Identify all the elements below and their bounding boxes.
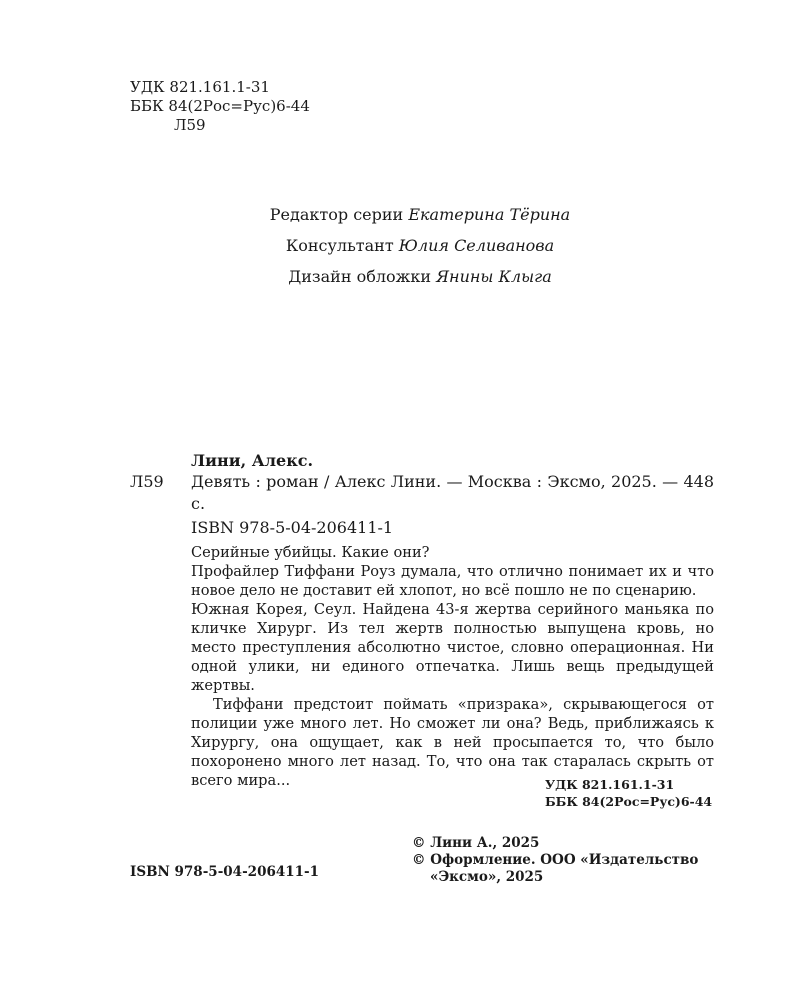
credit-name: Екатерина Тёрина xyxy=(408,205,571,224)
isbn-main: ISBN 978-5-04-206411-1 xyxy=(191,518,394,537)
credit-name: Юлия Селиванова xyxy=(398,236,555,255)
credit-consultant xyxy=(0,234,800,265)
credit-editor xyxy=(0,203,800,234)
copyright-design-cont: «Эксмо», 2025 xyxy=(430,869,544,885)
annotation-paragraph: Серийные убийцы. Какие они? xyxy=(191,544,430,561)
annotation-paragraph: Профайлер Тиффани Роуз думала, что отлично понимает их и что новое дело не доставит ей хлопот, но всё пошло не по сценарию. xyxy=(191,563,714,599)
copyright-design: © Оформление. ООО «Издательство xyxy=(412,852,699,868)
bbk-code: ББК 84(2Рос=Рус)6-44 xyxy=(130,97,310,115)
annotation xyxy=(191,543,714,790)
classification-block xyxy=(130,78,310,135)
credit-role: Редактор серии xyxy=(269,205,404,224)
isbn-footer: ISBN 978-5-04-206411-1 xyxy=(130,864,320,880)
credit-role: Консультант xyxy=(285,236,394,255)
credit-cover-design xyxy=(0,265,800,296)
credits-block xyxy=(0,203,800,296)
bibliographic-description: Девять : роман / Алекс Лини. — Москва : Эксмо, 2025. — 448 с. xyxy=(191,472,714,513)
annotation-paragraph: Тиффани предстоит поймать «призрака», скрывающегося от полиции уже много лет. Но сможет ли она? Ведь, приближаясь к Хирургу, она ощущает, как в ней просыпается то, что было похоронено много лет назад. То, что она так старалась скрыть от всего мира... xyxy=(191,696,714,789)
annotation-paragraph: Южная Корея, Сеул. Найдена 43-я жертва серийного маньяка по кличке Хирург. Из тел жертв полностью выпущена кровь, но место преступления абсолютно чистое, словно операционная. Ни одной улики, ни единого отпечатка. Лишь вещь предыдущей жертвы. xyxy=(191,601,714,694)
udk-code: УДК 821.161.1-31 xyxy=(130,78,270,96)
credit-role: Дизайн обложки xyxy=(288,267,432,286)
credit-name: Янины Клыга xyxy=(436,267,552,286)
footer-classification xyxy=(545,776,712,810)
bibliographic-author: Лини, Алекс. xyxy=(191,451,314,470)
author-mark: Л59 xyxy=(174,116,206,134)
copyright-block xyxy=(412,835,698,886)
copyright-author: © Лини А., 2025 xyxy=(412,835,540,851)
footer-bbk: ББК 84(2Рос=Рус)6-44 xyxy=(545,794,713,809)
footer-udk: УДК 821.161.1-31 xyxy=(545,777,675,792)
bibliographic-mark: Л59 xyxy=(130,472,164,491)
